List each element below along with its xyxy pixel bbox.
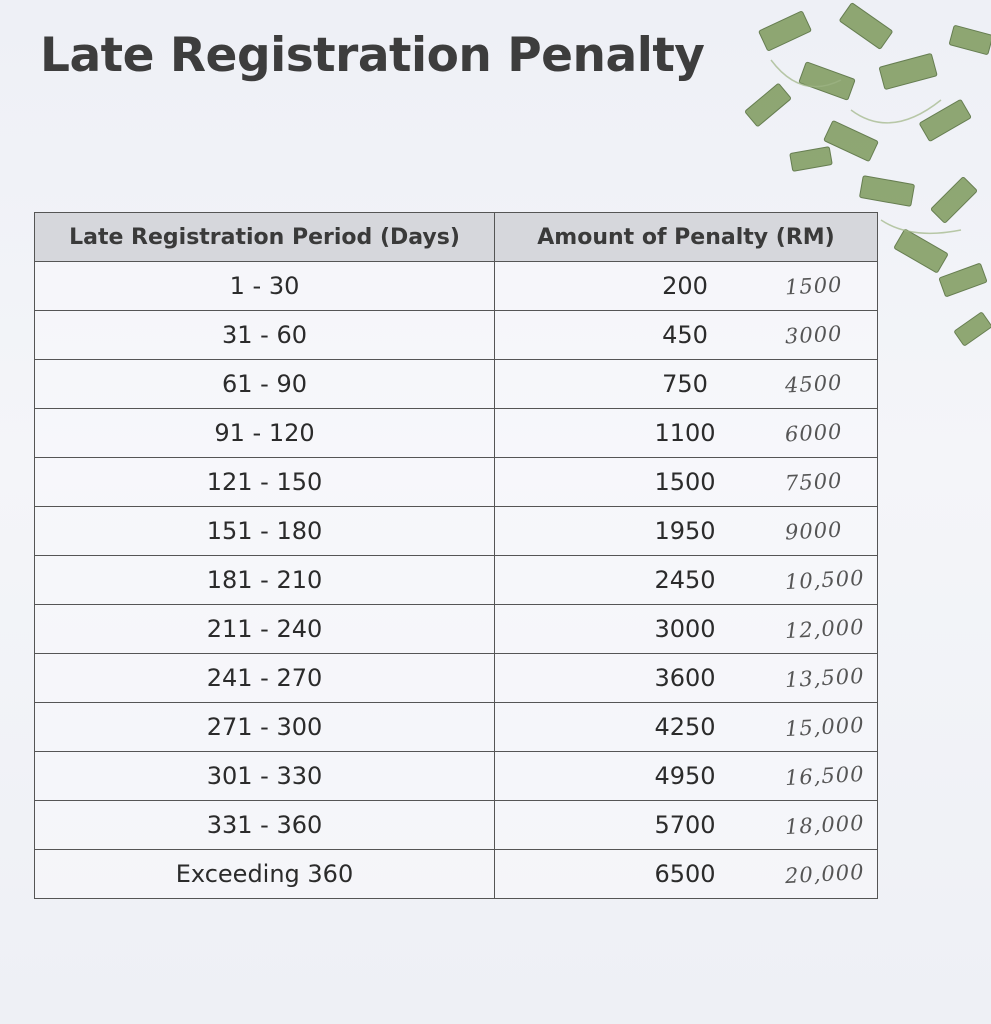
table-row [35, 311, 878, 360]
amount-cell [495, 507, 878, 556]
handwritten-note: 18,000 [784, 810, 866, 840]
period-cell: 91 - 120 [35, 409, 495, 458]
amount-cell [495, 262, 878, 311]
penalty-amount: 4250 [654, 713, 716, 741]
amount-cell [495, 801, 878, 850]
table-row [35, 654, 878, 703]
amount-cell [495, 850, 878, 899]
table-row [35, 703, 878, 752]
table-row [35, 360, 878, 409]
penalty-table [34, 212, 878, 899]
penalty-amount: 4950 [654, 762, 716, 790]
penalty-amount: 3600 [654, 664, 716, 692]
amount-cell [495, 654, 878, 703]
handwritten-note: 6000 [784, 419, 844, 447]
table-row [35, 507, 878, 556]
period-cell: 181 - 210 [35, 556, 495, 605]
period-cell: 271 - 300 [35, 703, 495, 752]
amount-cell [495, 311, 878, 360]
page-title: Late Registration Penalty [40, 28, 705, 83]
table-row [35, 262, 878, 311]
handwritten-note: 7500 [784, 468, 844, 496]
period-cell: 241 - 270 [35, 654, 495, 703]
handwritten-note: 1500 [784, 272, 844, 300]
amount-cell [495, 752, 878, 801]
table-row [35, 458, 878, 507]
amount-cell [495, 360, 878, 409]
table-header-row [35, 213, 878, 262]
amount-cell [495, 605, 878, 654]
handwritten-note: 12,000 [784, 614, 866, 644]
penalty-amount: 750 [662, 370, 708, 398]
penalty-amount: 1500 [654, 468, 716, 496]
penalty-amount: 6500 [654, 860, 716, 888]
handwritten-note: 9000 [784, 517, 844, 545]
period-cell: 31 - 60 [35, 311, 495, 360]
period-cell: 331 - 360 [35, 801, 495, 850]
period-cell: 1 - 30 [35, 262, 495, 311]
handwritten-note: 16,500 [784, 761, 866, 791]
handwritten-note: 10,500 [784, 565, 866, 595]
table-row [35, 409, 878, 458]
handwritten-note: 3000 [784, 321, 844, 349]
header-period: Late Registration Period (Days) [35, 213, 495, 262]
amount-cell [495, 409, 878, 458]
penalty-amount: 3000 [654, 615, 716, 643]
penalty-amount: 2450 [654, 566, 716, 594]
table-row [35, 752, 878, 801]
period-cell: 121 - 150 [35, 458, 495, 507]
amount-cell [495, 458, 878, 507]
amount-cell [495, 556, 878, 605]
table-row [35, 801, 878, 850]
handwritten-note: 15,000 [784, 712, 866, 742]
penalty-amount: 200 [662, 272, 708, 300]
amount-cell [495, 703, 878, 752]
handwritten-note: 13,500 [784, 663, 866, 693]
penalty-amount: 1950 [654, 517, 716, 545]
period-cell: Exceeding 360 [35, 850, 495, 899]
table-row [35, 605, 878, 654]
period-cell: 151 - 180 [35, 507, 495, 556]
handwritten-note: 4500 [784, 370, 844, 398]
table-row [35, 556, 878, 605]
period-cell: 301 - 330 [35, 752, 495, 801]
penalty-amount: 5700 [654, 811, 716, 839]
period-cell: 61 - 90 [35, 360, 495, 409]
header-amount: Amount of Penalty (RM) [495, 213, 878, 262]
penalty-amount: 450 [662, 321, 708, 349]
period-cell: 211 - 240 [35, 605, 495, 654]
table-row [35, 850, 878, 899]
handwritten-note: 20,000 [784, 859, 866, 889]
penalty-amount: 1100 [654, 419, 716, 447]
